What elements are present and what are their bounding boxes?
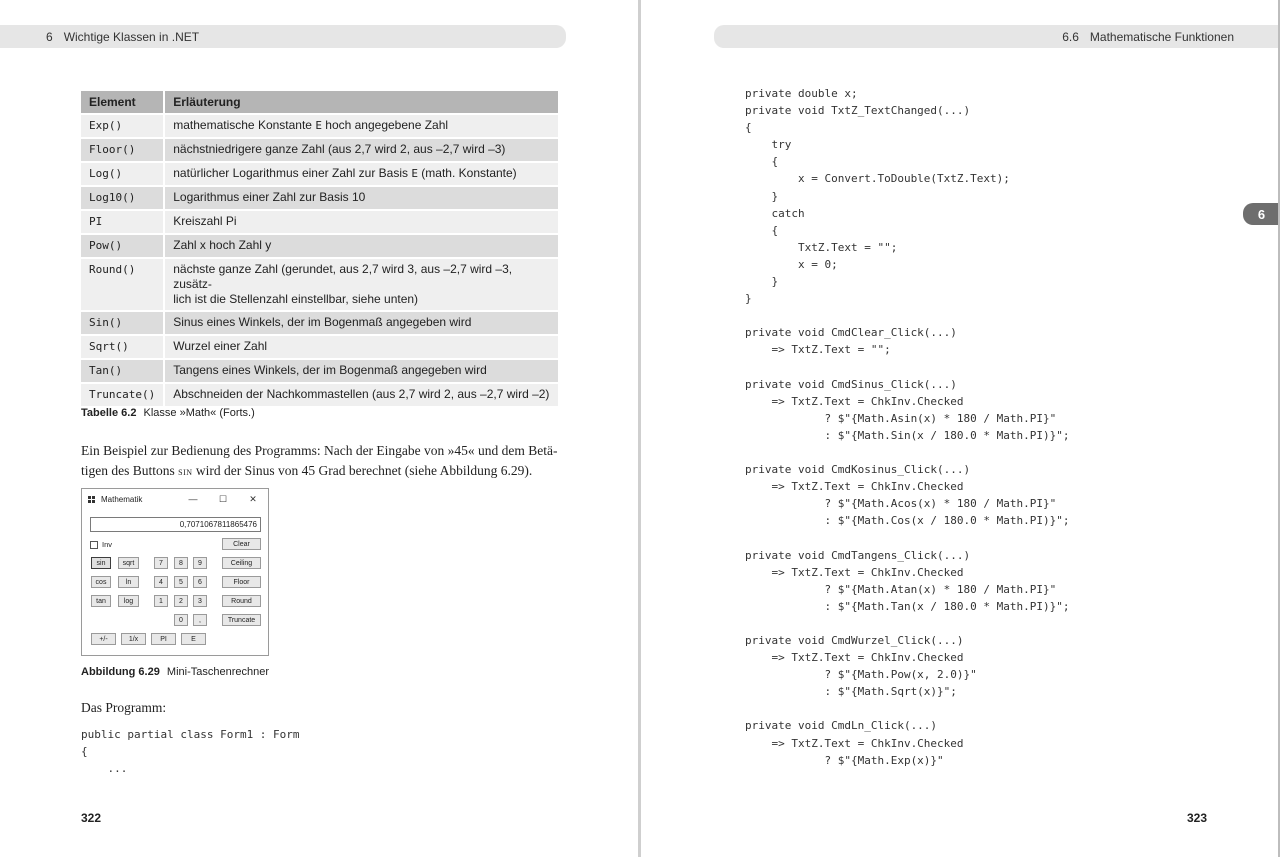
figure-caption-text: Mini-Taschenrechner	[166, 666, 270, 678]
checkbox-icon[interactable]	[90, 541, 98, 549]
table-cell-description	[165, 259, 558, 310]
description-line: nächste ganze Zahl (gerundet, aus 2,7 wird 3, aus –2,7 wird –3, zusätz-	[173, 262, 513, 291]
table-row	[81, 384, 558, 406]
calculator-titlebar	[82, 489, 268, 509]
comma-button[interactable]: ,	[193, 614, 207, 626]
table-caption	[81, 407, 255, 419]
table-cell-element: Truncate()	[81, 384, 165, 406]
table-cell-description: Sinus eines Winkels, der im Bogenmaß angegeben wird	[165, 312, 558, 334]
table-cell-description: Kreiszahl Pi	[165, 211, 558, 233]
digit-1-button[interactable]: 1	[154, 595, 168, 607]
table-row	[81, 235, 558, 257]
digit-3-button[interactable]: 3	[193, 595, 207, 607]
log-button[interactable]: log	[118, 595, 139, 607]
chapter-thumb-tab: 6	[1243, 203, 1280, 225]
minimize-icon[interactable]: —	[188, 494, 198, 504]
table-cell-element: Sin()	[81, 312, 165, 334]
calculator-window	[81, 488, 269, 656]
table-cell-element: Sqrt()	[81, 336, 165, 358]
pi-button[interactable]: PI	[151, 633, 176, 645]
table-row	[81, 139, 558, 161]
left-page	[0, 0, 638, 857]
digit-7-button[interactable]: 7	[154, 557, 168, 569]
sin-button[interactable]: sin	[91, 557, 111, 569]
running-header-right	[714, 25, 1280, 48]
digit-5-button[interactable]: 5	[174, 576, 188, 588]
page-number-right: 323	[1186, 811, 1207, 825]
table-caption-text: Klasse »Math« (Forts.)	[143, 407, 255, 419]
table-cell-element: PI	[81, 211, 165, 233]
paragraph-example	[81, 441, 561, 481]
description-line: lich ist die Stellenzahl einstellbar, siehe unten)	[173, 292, 419, 306]
table-cell-element: Pow()	[81, 235, 165, 257]
e-button[interactable]: E	[181, 633, 206, 645]
figure-caption	[81, 666, 269, 678]
tan-button[interactable]: tan	[91, 595, 111, 607]
inv-checkbox[interactable]	[90, 540, 112, 549]
inv-label: Inv	[102, 540, 113, 549]
paragraph-program: Das Programm:	[81, 700, 167, 715]
digit-8-button[interactable]: 8	[174, 557, 188, 569]
table-cell-description: natürlicher Logarithmus einer Zahl zur Basis E (math. Konstante)	[165, 163, 558, 185]
table-header-row	[81, 91, 558, 113]
table-cell-element: Floor()	[81, 139, 165, 161]
table-cell-element: Log()	[81, 163, 165, 185]
table-cell-element: Tan()	[81, 360, 165, 382]
digit-9-button[interactable]: 9	[193, 557, 207, 569]
ln-button[interactable]: ln	[118, 576, 139, 588]
digit-6-button[interactable]: 6	[193, 576, 207, 588]
table-row	[81, 360, 558, 382]
table-caption-label: Tabelle 6.2	[81, 407, 137, 419]
sign-button[interactable]: +/-	[91, 633, 116, 645]
digit-0-button[interactable]: 0	[174, 614, 188, 626]
table-cell-element: Exp()	[81, 115, 165, 137]
table-row	[81, 163, 558, 185]
table-header-element: Element	[81, 91, 165, 113]
code-listing-right: private double x; private void TxtZ_TextChanged(...) { try { x = Convert.ToDouble(TxtZ.Text); } catch { TxtZ.Text = ""; x = 0; } } private void CmdClear_Click(...) => TxtZ.Text = ""; private void CmdSinus_Click(...) => TxtZ.Text = ChkInv.Checked ? $"{Math.Asin(x) * 180 / Math.PI}" : $"{Math.Sin(x / 180.0 * Math.PI)}"; private void CmdKosinus_Click(...) => TxtZ.Text = ChkInv.Checked ? $"{Math.Acos(x) * 180 / Math.PI}" : $"{Math.Cos(x / 180.0 * Math.PI)}"; private void CmdTangens_Click(...) => TxtZ.Text = ChkInv.Checked ? $"{Math.Atan(x) * 180 / Math.PI}" : $"{Math.Tan(x / 180.0 * Math.PI)}"; private void CmdWurzel_Click(...) => TxtZ.Text = ChkInv.Checked ? $"{Math.Pow(x, 2.0)}" : $"{Math.Sqrt(x)}"; private void CmdLn_Click(...) => TxtZ.Text = ChkInv.Checked ? $"{Math.Exp(x)}"	[745, 87, 1070, 767]
calculator-display[interactable]: 0,7071067811865476	[90, 517, 261, 532]
window-title: Mathematik	[101, 494, 143, 504]
figure-caption-label: Abbildung 6.29	[81, 666, 160, 678]
table-cell-description: nächstniedrigere ganze Zahl (aus 2,7 wird 2, aus –2,7 wird –3)	[165, 139, 558, 161]
section-number: 6.6	[1062, 29, 1079, 44]
ceiling-button[interactable]: Ceiling	[222, 557, 261, 569]
table-row	[81, 312, 558, 334]
table-cell-description: Tangens eines Winkels, der im Bogenmaß angegeben wird	[165, 360, 558, 382]
table-cell-description: Abschneiden der Nachkommastellen (aus 2,7 wird 2, aus –2,7 wird –2)	[165, 384, 558, 406]
round-button[interactable]: Round	[222, 595, 261, 607]
right-page	[641, 0, 1280, 857]
table-cell-description: Zahl x hoch Zahl y	[165, 235, 558, 257]
running-header-left	[0, 25, 566, 48]
section-title: Mathematische Funktionen	[1089, 29, 1234, 44]
digit-2-button[interactable]: 2	[174, 595, 188, 607]
table-row	[81, 187, 558, 209]
chapter-number: 6	[46, 29, 53, 44]
math-class-table	[81, 89, 558, 408]
table-row	[81, 211, 558, 233]
table-row	[81, 336, 558, 358]
clear-button[interactable]: Clear	[222, 538, 261, 550]
table-cell-element: Round()	[81, 259, 165, 310]
page-number-left: 322	[81, 811, 102, 825]
table-cell-element: Log10()	[81, 187, 165, 209]
code-listing-left: public partial class Form1 : Form { ...	[81, 728, 300, 776]
table-cell-description: Logarithmus einer Zahl zur Basis 10	[165, 187, 558, 209]
text-span: tigen des Buttons	[81, 463, 179, 478]
button-name-inline: sin	[178, 464, 193, 478]
cos-button[interactable]: cos	[91, 576, 111, 588]
table-row	[81, 115, 558, 137]
app-icon	[88, 496, 96, 503]
maximize-icon[interactable]: ☐	[218, 493, 228, 504]
close-icon[interactable]: ✕	[249, 493, 257, 504]
floor-button[interactable]: Floor	[222, 576, 261, 588]
chapter-title: Wichtige Klassen in .NET	[63, 29, 200, 44]
paragraph-line: Ein Beispiel zur Bedienung des Programms: Nach der Eingabe von »45« und dem Betä-	[81, 443, 558, 458]
table-cell-description: mathematische Konstante E hoch angegebene Zahl	[165, 115, 558, 137]
sqrt-button[interactable]: sqrt	[118, 557, 139, 569]
paragraph-line	[81, 461, 561, 481]
table-cell-description: Wurzel einer Zahl	[165, 336, 558, 358]
digit-4-button[interactable]: 4	[154, 576, 168, 588]
truncate-button[interactable]: Truncate	[222, 614, 261, 626]
text-span: wird der Sinus von 45 Grad berechnet (siehe Abbildung 6.29).	[192, 463, 533, 478]
table-row	[81, 259, 558, 310]
table-header-description: Erläuterung	[165, 91, 558, 113]
reciprocal-button[interactable]: 1/x	[121, 633, 146, 645]
